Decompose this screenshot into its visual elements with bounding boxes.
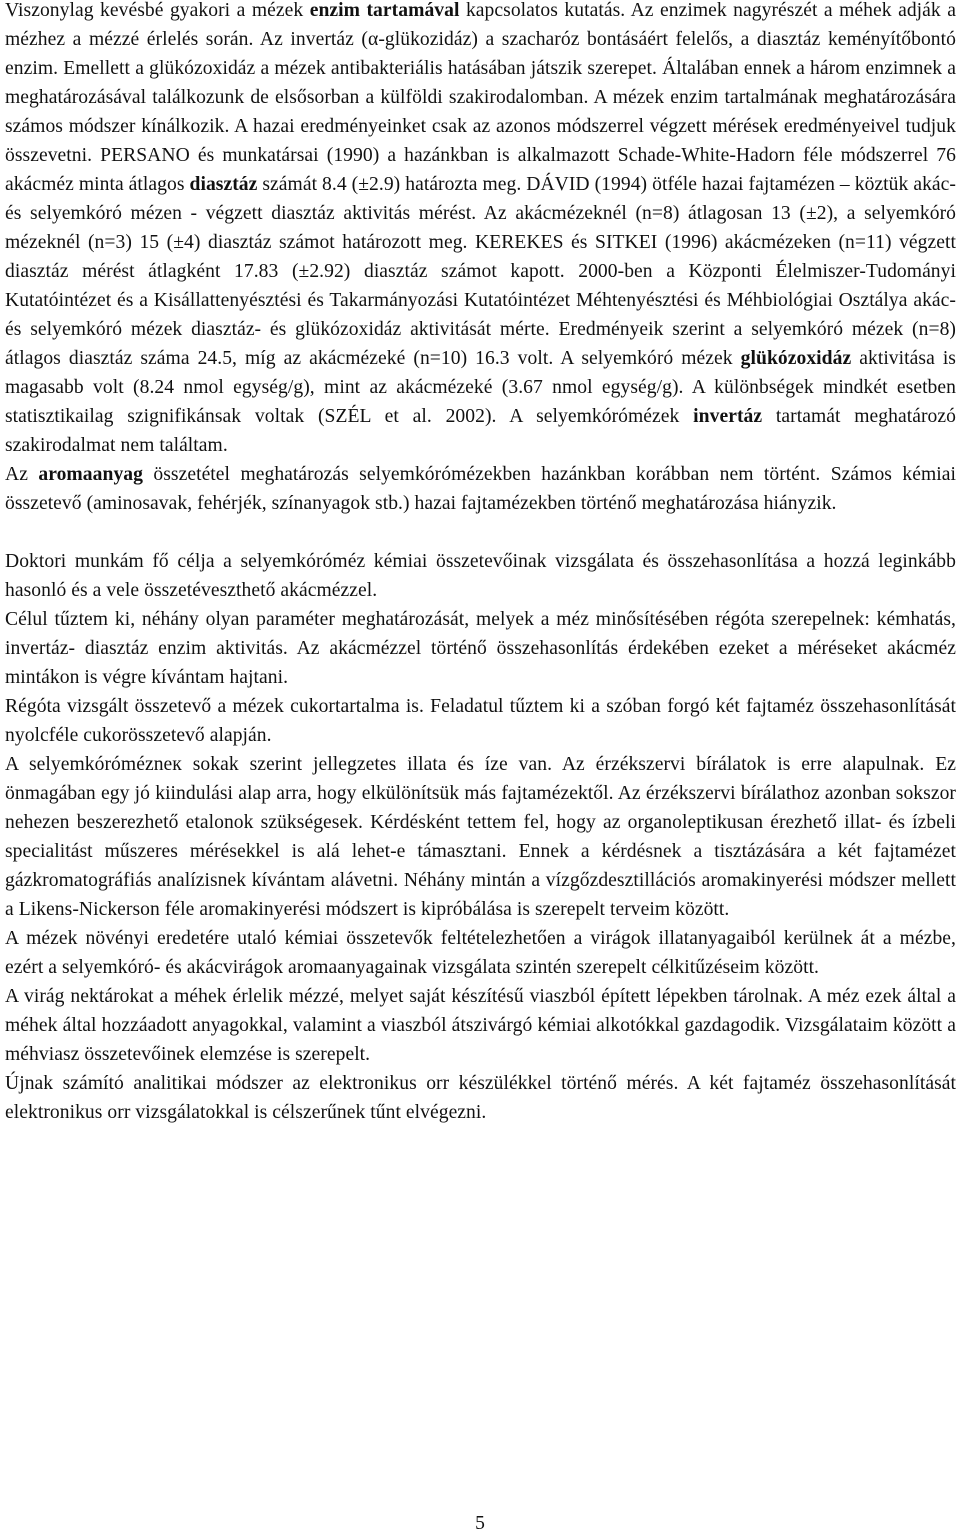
highlighted-term: aromaanyag [38,464,143,485]
paragraph [5,605,956,692]
text-run: tartamát meghatározó szakirodalmat nem találtam. [5,406,957,456]
text-run: összetétel meghatározás selyemkórómézekben hazánkban korábban nem történt. Számos kémiai összetevő (aminosavak, fehérjék, színanyagok stb.) hazai fajtamézekben történő meghatározása hiányzik. [5,464,956,514]
paragraph [5,460,956,518]
text-run: aktivitása is magasabb volt (8.24 nmol egység/g), mint az akácmézeké (3.67 nmol egység/g). A különbségek mindkét esetben statisztikailag szignifikánsak voltak (SZÉL et al. 2002). A selyemkórómézek [5,348,956,427]
paragraph [5,1069,956,1127]
highlighted-term: enzim tartamával [309,0,460,21]
paragraph [5,547,956,605]
paragraph [5,692,956,750]
text-run: A selyemkórómézneк sokak szerint jellegzetes illata és íze van. Az érzékszervi bírálatok is erre alapulnak. Ez önmagában egy jó kiindulási alap arra, hogy elkülönítsük más fajtamézektől. Az érzékszervi bírálathoz azonban sokszor nehezen beszerezhető etalonok szükségesek. Kérdésként tettem fel, hogy az organoleptikusan érezhető illat- és ízbeli specialitást műszeres mérésekkel is alá lehet-e támasztani. Ennek a kérdésnek a tisztázására a két fajtamézet gázkromatográfiás analízisnek kívántam alávetni. Néhány mintán a vízgőzdesztillációs aromakinyerési módszer mellett a Likens-Nickerson féle aromakinyerési módszert is kipróbálása is szerepelt terveim között. [5,754,956,920]
text-run: A mézek növényi eredetére utaló kémiai összetevők feltételezhetően a virágok illatanyagaiból kerülnek át a mézbe, ezért a selyemkóró- és akácvirágok aromaanyagainak vizsgálata szintén szerepelt célkitűzéseim között. [5,928,956,978]
text-run: Az [5,464,39,485]
paragraph [5,924,956,982]
text-run: A virág nektárokat a méhek érlelik mézzé, melyet saját készítésű viaszból épített lépekben tárolnak. A méz ezek által a méhek által hozzáadott anyagokkal, valamint a viaszból átszivárgó kémiai alkotókkal gazdagodik. Vizsgálataim között a méhviasz összetevőinek elemzése is szerepelt. [5,986,956,1065]
paragraph [5,982,956,1069]
text-run: kapcsolatos kutatás. Az enzimek nagyrészét a méhek adják a mézhez a mézzé érlelés során. Az invertáz (α-glükozidáz) a szacharóz bontásáért felelős, a diasztáz keményítőbontó enzim. Emellett a glükózoxidáz a mézek antibakteriális hatásában játszik szerepet. Általában ennek a három enzimnek a meghatározásával találkozunk de elsősorban a külföldi szakirodalomban. A mézek enzim tartalmának meghatározására számos módszer kínálkozik. A hazai eredményeinket csak az azonos módszerrel végzett mérések eredményeivel tudjuk összevetni. PERSANO és munkatársai (1990) a hazánkban is alkalmazott Schade-White-Hadorn féle módszerrel 76 akácméz minta átlagos [5,0,956,195]
paragraph [5,750,956,924]
text-run: Újnak számító analitikai módszer az elektronikus orr készülékkel történő mérés. A két fajtaméz összehasonlítását elektronikus orr vizsgálatokkal is célszerűnek tűnt elvégezni. [5,1073,956,1123]
highlighted-term: diasztáz [189,174,258,195]
highlighted-term: glükózoxidáz [740,348,852,369]
paragraph [5,0,956,460]
text-run: Doktori munkám fő célja a selyemkóróméz kémiai összetevőinak vizsgálata és összehasonlítása a hozzá leginkább hasonló és a vele összetéveszthető akácmézzel. [5,551,956,601]
text-run: Viszonylag kevésbé gyakori a mézek [5,0,310,21]
document-body [5,0,956,1127]
highlighted-term: invertáz [693,406,763,427]
page-number: 5 [475,1513,485,1534]
text-run: Célul tűztem ki, néhány olyan paraméter meghatározását, melyek a méz minősítésében régóta szerepelnek: kémhatás, invertáz- diasztáz enzim aktivitás. Az akácmézzel történő összehasonlítás érdekében ezeket a méréseket akácméz mintákon is végre kívántam hajtani. [5,609,956,688]
text-run: Régóta vizsgált összetevő a mézek cukortartalma is. Feladatul tűztem ki a szóban forgó két fajtaméz összehasonlítását nyolcféle cukorösszetevő alapján. [5,696,956,746]
text-run: számát 8.4 (±2.9) határozta meg. DÁVID (1994) ötféle hazai fajtamézen – köztük akác- és selyemkóró mézen - végzett diasztáz aktivitás mérést. Az akácmézeknél (n=8) átlagosan 13 (±2), a selyemkóró mézeknél (n=3) 15 (±4) diasztáz számot határozott meg. KEREKES és SITKEI (1996) akácmézeken (n=11) végzett diasztáz mérést átlagként 17.83 (±2.92) diasztáz számot kapott. 2000-ben a Központi Élelmiszer-Tudományi Kutatóintézet és a Kisállattenyésztési és Takarmányozási Kutatóintézet Méhtenyésztési és Méhbiológiai Osztálya akác- és selyemkóró mézek diasztáz- és glükózoxidáz aktivitását mérte. Eredményeik szerint a selyemkóró mézek (n=8) átlagos diasztáz száma 24.5, míg az akácmézeké (n=10) 16.3 volt. A selyemkóró mézek [5,174,957,369]
